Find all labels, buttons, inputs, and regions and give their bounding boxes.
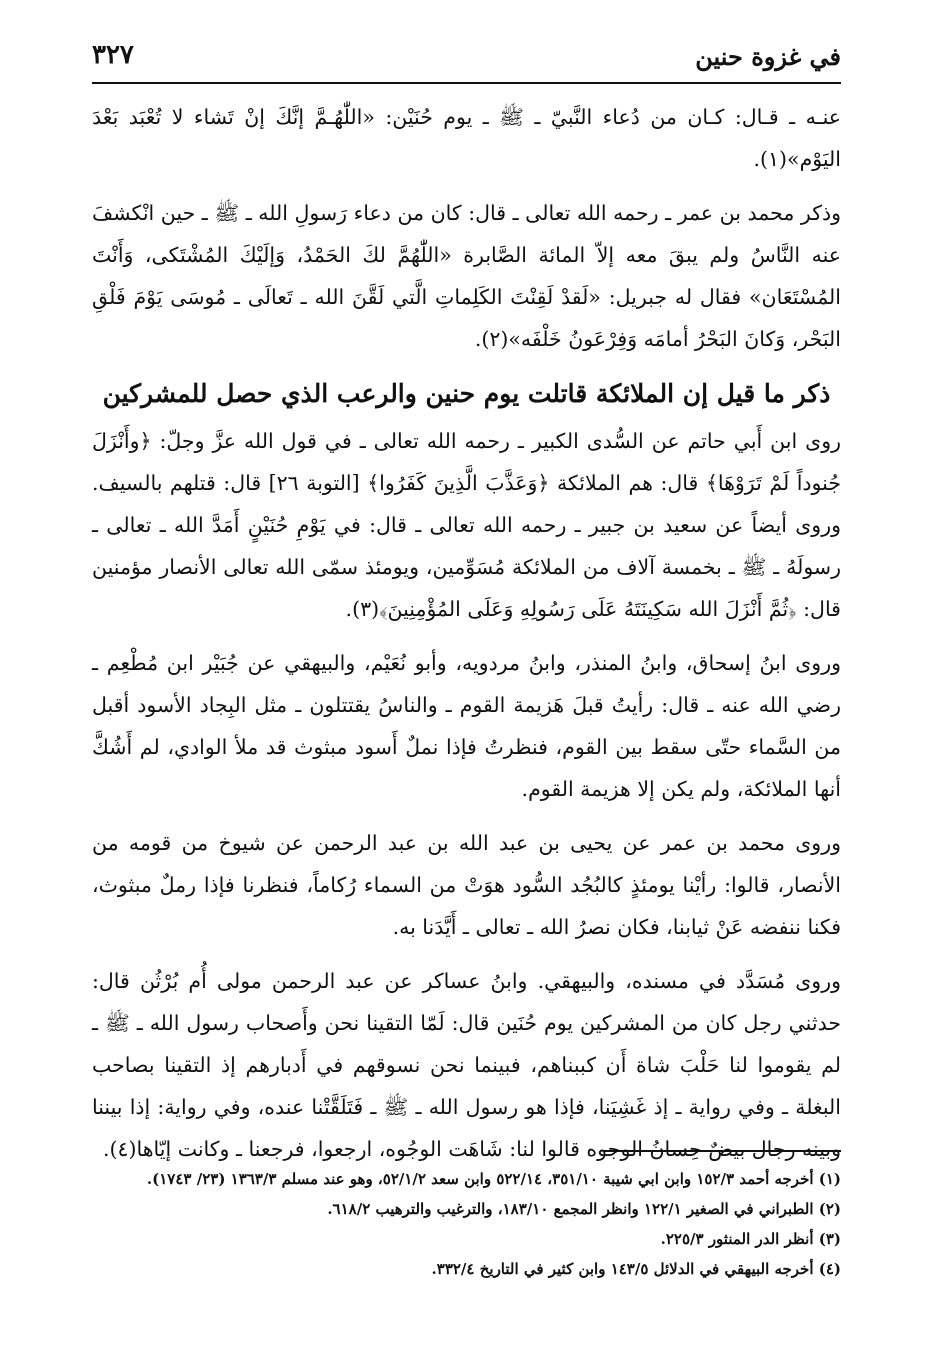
footnotes [92,1164,841,1284]
running-title: في غزوة حنين [695,42,841,71]
paragraph: وروى مُسَدَّد في مسنده، والبيهقي. وابنُ عساكر عن عبد الرحمن مولى أُم بُرْثُن قال: حدثني رجل كان من المشركين يوم حُنَين قال: لَمّا التقينا نحن وأَصحاب رسول الله ـ ﷺ ـ لم يقوموا لنا حَلْبَ شاة أَن كببناهم، فبينما نحن نسوقهم في أَدبارهم إذ التقينا بصاحب البغلة ـ وفي رواية ـ إذ غَشِيَنا، فإذا هو رسول الله ـ ﷺ ـ فَتَلَقَّتْنا عنده، وفي رواية: إذا بيننا وبينه رجال بيضٌ حِسانُ الوجوه قالوا لنا: شَاهَت الوجُوه، ارجعوا، فرجعنا ـ وكانت إيّاها(٤). [92,969,841,1161]
paragraph: روى ابن أَبي حاتم عن السُّدى الكبير ـ رحمه الله تعالى ـ في قول الله عزَّ وجلّ: ﴿وأَنْزَلَ جُنوداً لَمْ تَرَوْهَا﴾ قال: هم الملائكة ﴿وَعَذَّبَ الَّذِينَ كَفَرُوا﴾ [التوبة ٢٦] قال: قتلهم بالسيف. وروى أيضاً عن سعيد بن جبير ـ رحمه الله تعالى ـ قال: في يَوْمِ حُنَيْنٍ أَمَدَّ الله ـ تعالى ـ رسولَهُ ـ ﷺ ـ بخمسة آلاف من الملائكة مُسَوِّمين، ويومئذ سمّى الله تعالى الأنصار مؤمنين قال: ﴿ثُمَّ أَنْزَلَ الله سَكِينَتَهُ عَلَى رَسُولِهِ وَعَلَى المُؤْمِنِينَ﴾(٣). [92,429,841,621]
footnote: (١) أخرجه أحمد ١٥٢/٣ وابن ابي شيبة ٣٥١/١٠، ٥٢٢/١٤ وابن سعد ٥٢/١/٢، وهو عند مسلم ١٣٦٣/٣ (٢٣/ ١٧٤٣). [146,1170,841,1188]
paragraph: وذكر محمد بن عمر ـ رحمه الله تعالى ـ قال: كان من دعاء رَسولِ الله ـ ﷺ ـ حين انْكشفَ عنه النَّاسُ ولم يبقَ معه إلاّ المائة الصَّابرة «اللّٰهُمَّ لكَ الحَمْدُ، وَإلَيْكَ المُشْتَكى، وَأَنْتَ المُسْتَعَان» فقال له جبريل: «لَقدْ لَقِنْتَ الكَلِماتِ الَّتي لَقَّنَ الله ـ تَعالَى ـ مُوسَى يَوْمَ فَلْقِ البَحْر، وَكانَ البَحْرُ أمامَه وَفِرْعَونُ خَلْفَه»(٢). [92,201,841,351]
paragraph: عنـه ـ قـال: كـان من دُعاء النَّبيّ ـ ﷺ ـ يوم حُنَيْن: «اللّٰهُـمَّ إنَّكَ إنْ تَشاء لا تُعْبَد بَعْدَ اليَوْم»(١). [92,105,841,171]
footnote: (٤) أخرجه البيهقي في الدلائل ١٤٣/٥ وابن كثير في التاريخ ٣٣٢/٤. [431,1260,841,1278]
page-number: ٣٢٧ [92,40,134,70]
main-text [92,96,841,1182]
paragraph: وروى ابنُ إسحاق، وابنُ المنذر، وابنُ مردويه، وأبو نُعَيْم، والبيهقي عن جُبَيْر ابن مُطْعِم ـ رضي الله عنه ـ قال: رأيتُ قبلَ هَزيمة القوم ـ والناسُ يقتتلون ـ مثل البِجاد الأسود أقبل من السَّماء حتّى سقط بين القوم، فنظرتُ فإذا نملٌ أَسود مبثوث قد ملأ الوادي، لم أَشُكَّ أنها الملائكة، ولم يكن إلا هزيمة القوم. [92,651,841,801]
footnote: (٣) أنظر الدر المنثور ٢٢٥/٣. [660,1230,841,1248]
footnote: (٢) الطبراني في الصغير ١٢٢/١ وانظر المجمع ١٨٣/١٠، والترغيب والترهيب ٦١٨/٢. [327,1200,841,1218]
footnote-divider [603,1150,841,1152]
paragraph: وروى محمد بن عمر عن يحيى بن عبد الله بن عبد الرحمن عن شيوخ من قومه من الأنصار، قالوا: رأيْنا يومئذٍ كالبُجُد السُّود هوَتْ من السماء رُكاماً، فنظرنا فإذا رملٌ مبثوث، فكنا ننفضه عَنْ ثيابنا، فكان نصرُ الله ـ تعالى ـ أَيَّدَنا به. [92,831,841,939]
section-heading: ذكر ما قيل إن الملائكة قاتلت يوم حنين والرعب الذي حصل للمشركين [102,379,831,408]
running-header [92,38,841,84]
